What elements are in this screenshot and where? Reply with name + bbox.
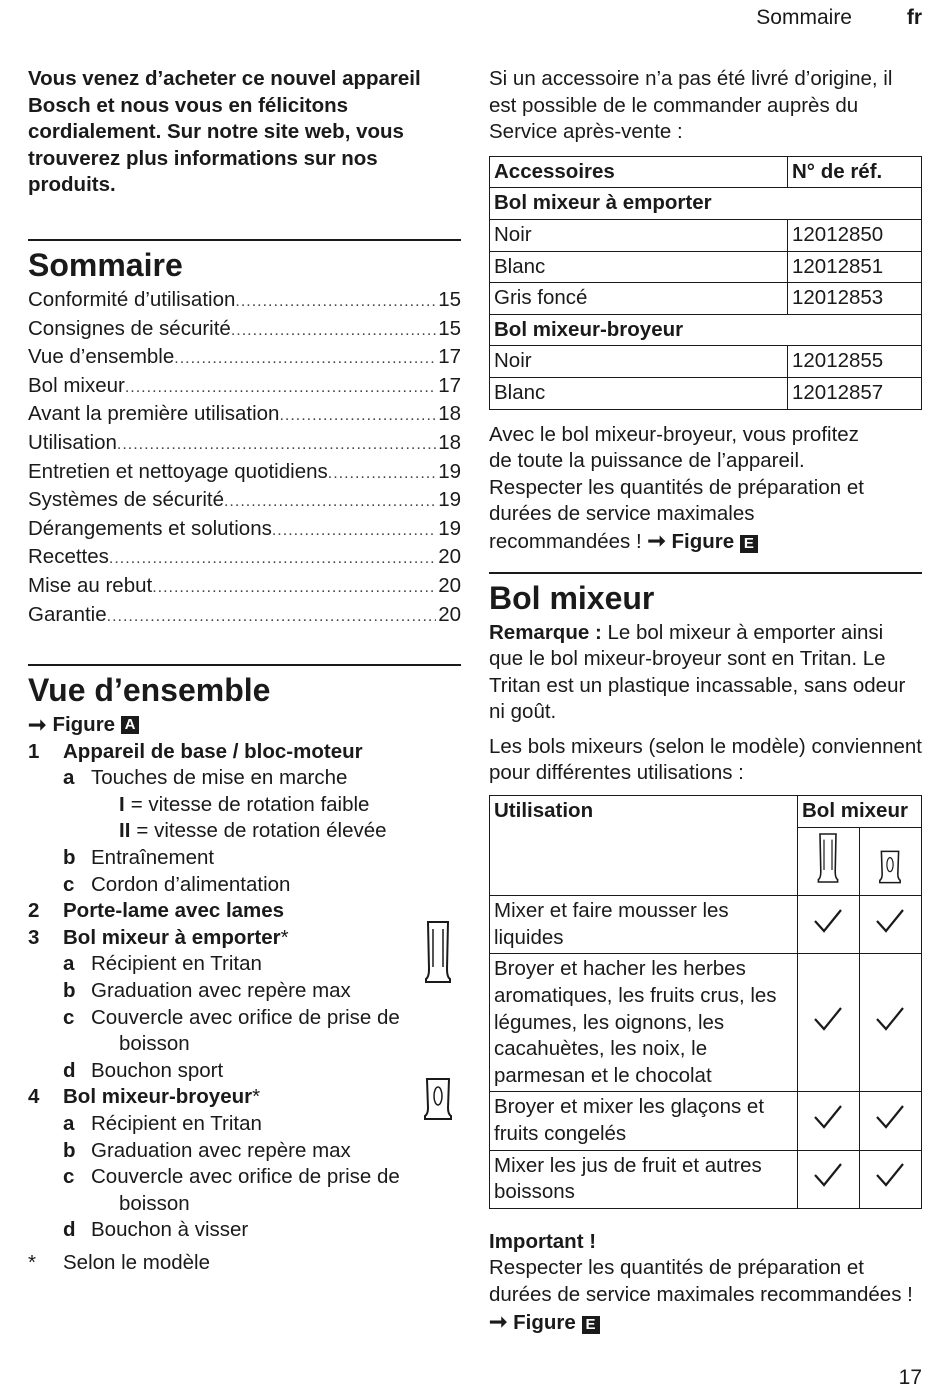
- list-item: II = vitesse de rotation élevée: [28, 818, 461, 845]
- toc-leader-dots: [224, 489, 436, 516]
- divider: [489, 572, 922, 574]
- arrow-right-icon: ➞: [28, 712, 47, 738]
- right-column: [489, 66, 922, 1336]
- accessories-note: Avec le bol mixeur-broyeur, vous profitez de toute la puissance de l’appareil. Respecter les quantités de préparation et durées de service maximales recommandées ! ➞ Figure E: [489, 422, 864, 553]
- toc-entry[interactable]: [28, 544, 461, 573]
- toc-entry-page: 15: [438, 316, 461, 340]
- toc-entry-label: Utilisation: [28, 430, 117, 454]
- table-row: Blanc 12012857: [490, 377, 922, 409]
- toc-entry[interactable]: [28, 316, 461, 345]
- important-text: Respecter les quantités de préparation et durées de service maximales recommandées ! ➞ Figure E: [489, 1256, 913, 1334]
- divider: [28, 664, 461, 666]
- list-item: a Touches de mise en marche: [63, 766, 348, 790]
- toc-entry-label: Garantie: [28, 602, 107, 626]
- list-item: b Graduation avec repère max: [63, 1138, 351, 1162]
- toc-leader-dots: [125, 375, 436, 402]
- toc-entry[interactable]: [28, 459, 461, 488]
- toc-entry[interactable]: [28, 287, 461, 316]
- table-row: Accessoires N° de réf.: [490, 156, 922, 188]
- toc-entry-page: 18: [438, 430, 461, 454]
- toc-title: Sommaire: [28, 246, 183, 283]
- list-item: 1 Appareil de base / bloc-moteur: [28, 739, 363, 763]
- list-item: c Cordon d’alimentation: [63, 872, 291, 896]
- toc-entry[interactable]: [28, 373, 461, 402]
- table-row: Broyer et hacher les herbes aromatiques, les fruits crus, les légumes, les oignons, les cacahuètes, les noix, le parmesan et le chocolat: [490, 954, 922, 1092]
- important-label: Important !: [489, 1229, 597, 1253]
- list-item: 2 Porte-lame avec lames: [28, 899, 285, 923]
- toc-entry-page: 20: [438, 545, 461, 569]
- toc-entry[interactable]: [28, 516, 461, 545]
- checkmark-icon: [813, 907, 843, 935]
- toc-leader-dots: [328, 461, 436, 488]
- checkmark-icon: [875, 1103, 905, 1131]
- header-language: fr: [906, 6, 922, 29]
- divider: [28, 239, 461, 241]
- tall-cup-column: [798, 827, 860, 896]
- toc-entry-page: 20: [438, 573, 461, 597]
- checkmark-icon: [875, 907, 905, 935]
- list-item: boisson: [119, 1191, 190, 1215]
- list-item: 4 Bol mixeur-broyeur *: [28, 1084, 461, 1111]
- toc-entry-label: Avant la première utilisation: [28, 402, 280, 426]
- speed-low-symbol: I: [119, 792, 125, 816]
- toc-entry[interactable]: [28, 602, 461, 631]
- toc-leader-dots: [279, 403, 436, 430]
- list-item: d Bouchon sport: [63, 1058, 224, 1082]
- toc-entry-page: 19: [438, 488, 461, 512]
- table-row: Bol mixeur-broyeur: [490, 314, 922, 346]
- table-row: Mixer et faire mousser les liquides: [490, 896, 922, 954]
- toc-entry[interactable]: [28, 487, 461, 516]
- usage-table: [489, 795, 922, 1209]
- toc-leader-dots: [174, 346, 436, 373]
- table-row: Blanc 12012851: [490, 251, 922, 283]
- toc-entry[interactable]: [28, 401, 461, 430]
- intro-text: Vous venez d’acheter ce nouvel appareil Bosch et nous vous en félicitons cordialement. Sur notre site web, vous trouverez plus informations sur nos produits.: [28, 67, 421, 197]
- toc-entry-label: Mise au rebut: [28, 573, 153, 597]
- page-number: 17: [898, 1366, 922, 1389]
- table-row: Noir 12012850: [490, 219, 922, 251]
- toc-entry-page: 17: [438, 345, 461, 369]
- overview-title: Vue d’ensemble: [28, 672, 271, 709]
- bol-mixeur-title: Bol mixeur: [489, 579, 655, 616]
- figure-reference: ➞ Figure A: [28, 712, 461, 739]
- figure-letter-badge: E: [582, 1316, 600, 1334]
- list-item: c Couvercle avec orifice de prise de: [63, 1005, 400, 1029]
- short-cup-column: [859, 827, 921, 896]
- toc-entry-label: Systèmes de sécurité: [28, 488, 224, 512]
- accessories-table: [489, 156, 922, 410]
- table-of-contents: [28, 287, 461, 630]
- toc-entry-page: 18: [438, 402, 461, 426]
- checkmark-icon: [813, 1005, 843, 1033]
- toc-leader-dots: [117, 432, 436, 459]
- table-row: Bol mixeur à emporter: [490, 188, 922, 220]
- usage-intro: Les bols mixeurs (selon le modèle) conviennent pour différentes utilisations :: [489, 734, 923, 785]
- remark-text: Remarque : Le bol mixeur à emporter ainsi que le bol mixeur-broyeur sont en Tritan. Le Tritan est un plastique incassable, sans odeur ni goût.: [489, 620, 906, 724]
- checkmark-icon: [813, 1161, 843, 1189]
- list-item: a Récipient en Tritan: [63, 1112, 262, 1135]
- table-row: Gris foncé 12012853: [490, 283, 922, 315]
- toc-entry-page: 19: [438, 459, 461, 483]
- header-section: Sommaire: [756, 6, 852, 29]
- list-item: d Bouchon à visser: [63, 1218, 249, 1242]
- toc-leader-dots: [152, 575, 436, 602]
- toc-entry[interactable]: [28, 573, 461, 602]
- footnote: * Selon le modèle: [28, 1250, 211, 1274]
- toc-entry-label: Conformité d’utilisation: [28, 287, 236, 311]
- table-row: Mixer les jus de fruit et autres boissons: [490, 1150, 922, 1208]
- list-item: boisson: [119, 1032, 190, 1056]
- toc-entry-label: Vue d’ensemble: [28, 345, 175, 369]
- left-column: [28, 66, 461, 1277]
- list-item: 3 Bol mixeur à emporter *: [28, 925, 461, 952]
- checkmark-icon: [875, 1161, 905, 1189]
- toc-leader-dots: [107, 604, 437, 631]
- toc-entry-page: 20: [438, 602, 461, 626]
- table-row: Broyer et mixer les glaçons et fruits congelés: [490, 1092, 922, 1150]
- short-cup-icon: [878, 849, 902, 885]
- table-row: Noir 12012855: [490, 346, 922, 378]
- toc-entry-label: Recettes: [28, 545, 109, 569]
- table-row: Utilisation Bol mixeur: [490, 796, 922, 828]
- toc-leader-dots: [235, 289, 436, 316]
- toc-leader-dots: [231, 318, 436, 345]
- arrow-right-icon: ➞: [489, 1308, 508, 1334]
- arrow-right-icon: ➞: [647, 527, 666, 553]
- tall-cup-icon: [816, 830, 840, 886]
- toc-entry-label: Bol mixeur: [28, 373, 125, 397]
- list-item: b Entraînement: [63, 846, 215, 870]
- toc-entry-label: Entretien et nettoyage quotidiens: [28, 459, 328, 483]
- toc-entry-label: Dérangements et solutions: [28, 516, 272, 540]
- toc-entry[interactable]: [28, 430, 461, 459]
- toc-leader-dots: [109, 546, 436, 573]
- list-item: c Couvercle avec orifice de prise de: [63, 1165, 400, 1189]
- toc-entry[interactable]: [28, 344, 461, 373]
- list-item: a Récipient en Tritan: [63, 952, 262, 976]
- accessories-intro: Si un accessoire n’a pas été livré d’origine, il est possible de le commander auprès du Service après-vente :: [489, 67, 893, 144]
- toc-entry-page: 19: [438, 516, 461, 540]
- figure-letter-badge: A: [121, 716, 139, 734]
- toc-leader-dots: [272, 518, 436, 545]
- toc-entry-label: Consignes de sécurité: [28, 316, 231, 340]
- checkmark-icon: [813, 1103, 843, 1131]
- list-item: I = vitesse de rotation faible: [28, 792, 461, 819]
- list-item: b Graduation avec repère max: [63, 979, 351, 1003]
- figure-letter-badge: E: [740, 535, 758, 553]
- speed-high-symbol: II: [119, 819, 131, 843]
- toc-entry-page: 15: [438, 287, 461, 311]
- checkmark-icon: [875, 1005, 905, 1033]
- toc-entry-page: 17: [438, 373, 461, 397]
